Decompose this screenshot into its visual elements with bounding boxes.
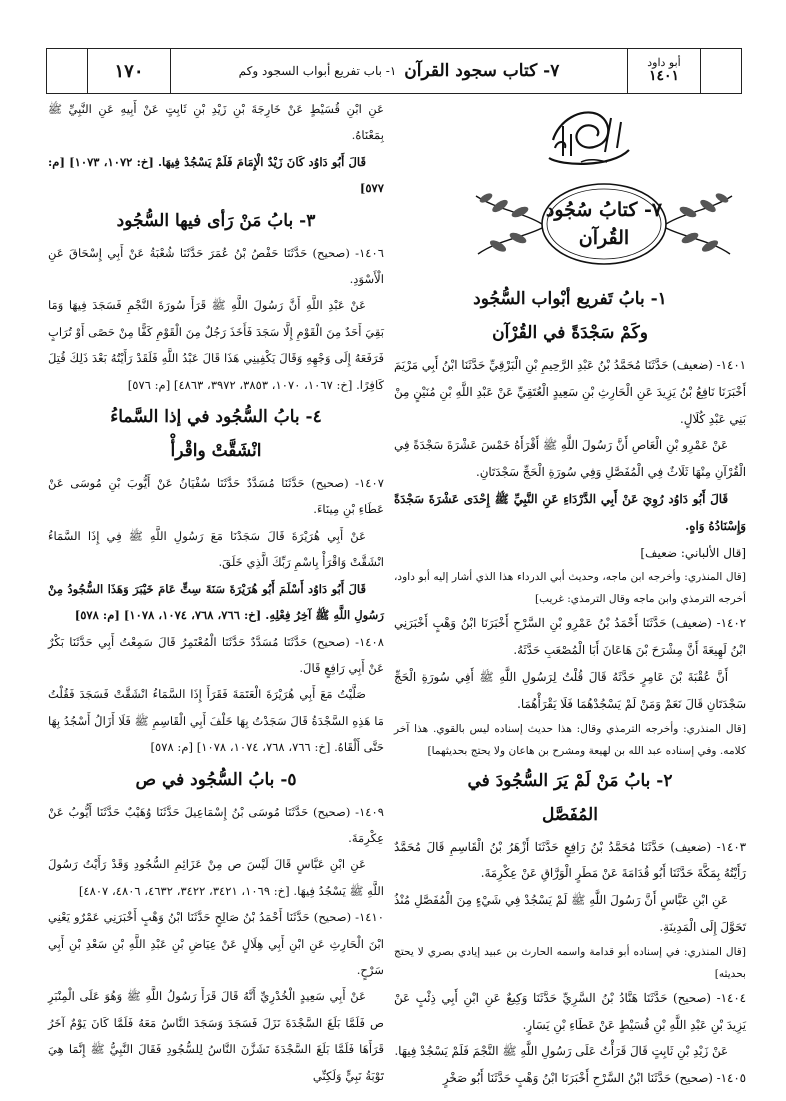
albani-grading: [قال الألباني: ضعيف] [640, 545, 746, 560]
left-column [48, 96, 384, 1093]
hadith-1408: ١٤٠٨- (صحيح) حَدَّثَنَا مُسَدَّدٌ حَدَّثَنَا الْمُعْتَمِرُ قَالَ سَمِعْتُ أَبِي حَدَّثَنَا بَكْرٌ عَنْ أَبِي رَافِعٍ قَالَ. [48, 634, 384, 675]
chapter-reference: ١- باب تفريع أبواب السجود وكم [238, 64, 397, 78]
hadith-1405: ١٤٠٥- (صحيح) حَدَّثَنَا ابْنُ السَّرْحِ أَخْبَرَنَا ابْنُ وَهْبٍ حَدَّثَنَا أَبُو صَخْرٍ [442, 1071, 746, 1086]
hadith-1408-text: صَلَّيْتُ مَعَ أَبِي هُرَيْرَةَ الْعَتَمَةَ فَقَرَأَ إِذَا السَّمَاءُ انْشَقَّتْ فَسَجَدَ فَقُلْتُ مَا هَذِهِ السَّجْدَةُ قَالَ سَجَدْتُ بِهَا خَلْفَ أَبِي الْقَاسِمِ ﷺ فَلَا أَزَالُ أَسْجُدُ بِهَا حَتَّى أَلْقَاهُ. [خ: ٧٦٦، ٧٦٨، ١٠٧٤، ١٠٧٨] [م: ٥٧٨] [48, 687, 384, 755]
chapter-2-title-2: المُفَصَّل [542, 804, 598, 825]
page-header [46, 48, 742, 94]
chapter-2-title-1: ٢- بابُ مَنْ لَمْ يَرَ السُّجُودَ في [467, 770, 673, 791]
hadith-1406: ١٤٠٦- (صحيح) حَدَّثَنَا حَفْصُ بْنُ عُمَرَ حَدَّثَنَا شُعْبَةُ عَنْ أَبِي إِسْحَاقَ عَنِ الْأَسْوَدِ. [48, 245, 384, 287]
hadith-1406-text: عَنْ عَبْدِ اللَّهِ أَنَّ رَسُولَ اللَّهِ ﷺ قَرَأَ سُورَةَ النَّجْمِ فَسَجَدَ فِيهَا وَمَا بَقِيَ أَحَدٌ مِنَ الْقَوْمِ إِلَّا سَجَدَ فَأَخَذَ رَجُلٌ مِنَ الْقَوْمِ كَفًّا مِنْ حَصًى أَوْ تُرَابٍ فَرَفَعَهُ إِلَى وَجْهِهِ وَقَالَ يَكْفِينِي هَذَا قَالَ عَبْدُ اللَّهِ فَلَقَدْ رَأَيْتُهُ بَعْدَ ذَلِكَ قُتِلَ كَافِرًا. [خ: ١٠٦٧، ١٠٧٠، ٣٨٥٣، ٣٩٧٢، ٤٨٦٣] [م: ٥٧٦] [48, 298, 384, 392]
basmala-calligraphy-icon [541, 100, 636, 172]
collection-name: أبو داود [647, 56, 681, 70]
hadith-1402: ١٤٠٢- (ضعيف) حَدَّثَنَا أَحْمَدُ بْنُ عَمْرِو بْنِ السَّرْحِ أَخْبَرَنَا ابْنُ وَهْبٍ أَخْبَرَنِي ابْنُ لَهِيعَةَ أَنَّ مِشْرَحَ بْنَ هَاعَانَ أَبَا الْمُصْعَبِ حَدَّثَهُ. [394, 616, 746, 658]
chapter-4-title-1: ٤- بابُ السُّجُود في إذا السَّماءُ [110, 407, 322, 428]
book-heading-line2: القُرآن [578, 227, 630, 249]
book-heading-line1: ٧- كتابُ سُجُود [545, 199, 663, 221]
header-title-cell [171, 49, 628, 93]
hadith-range: ١٤٠١ [648, 68, 680, 85]
hadith-1401: ١٤٠١- (ضعيف) حَدَّثَنَا مُحَمَّدُ بْنُ عَبْدِ الرَّحِيمِ بْنِ الْبَرْقِيِّ حَدَّثَنَا ابْنُ أَبِي مَرْيَمَ أَخْبَرَنَا نَافِعُ بْنُ يَزِيدَ عَنِ الْحَارِثِ بْنِ سَعِيدٍ الْعُتَقِيِّ عَنْ عَبْدِ اللَّهِ بْنِ مُنَيْنٍ مِنْ بَنِي عَبْدِ كُلَالٍ. [394, 358, 746, 426]
book-heading-ornament [468, 176, 740, 272]
book-title: ٧- كتاب سجود القرآن [404, 61, 560, 81]
hadith-1402-text: أَنَّ عُقْبَةَ بْنَ عَامِرٍ حَدَّثَهُ قَالَ قُلْتُ لِرَسُولِ اللَّهِ ﷺ أَفِي سُورَةِ الْحَجِّ سَجْدَتَانِ قَالَ نَعَمْ وَمَنْ لَمْ يَسْجُدْهُمَا فَلَا يَقْرَأْهُمَا. [394, 669, 746, 711]
hadith-1401-text: عَنْ عَمْرِو بْنِ الْعَاصِ أَنَّ رَسُولَ اللَّهِ ﷺ أَقْرَأَهُ خَمْسَ عَشْرَةَ سَجْدَةً فِي الْقُرْآنِ مِنْهَا ثَلَاثٌ فِي الْمُفَصَّلِ وَفِي سُورَةِ الْحَجِّ سَجْدَتَانِ. [394, 438, 746, 480]
chapter-5-title: ٥- بابُ السُّجُود في ص [135, 769, 297, 790]
hadith-continuation: عَنِ ابْنِ قُسَيْطٍ عَنْ خَارِجَةَ بْنِ زَيْدِ بْنِ ثَابِتٍ عَنْ أَبِيهِ عَنِ النَّبِيِّ ﷺ بِمَعْنَاهُ. [48, 102, 384, 143]
header-empty-cell [701, 49, 741, 93]
abudawud-comment: قَالَ أَبُو دَاوُد كَانَ زَيْدٌ الْإِمَامَ فَلَمْ يَسْجُدْ فِيهَا. [خ: ١٠٧٢، ١٠٧٣] [م: ٥٧٧] [48, 154, 384, 196]
hadith-1401-abudawud: قَالَ أَبُو دَاوُد رُوِيَ عَنْ أَبِي الدَّرْدَاءِ عَنِ النَّبِيِّ ﷺ إِحْدَى عَشْرَةَ سَجْدَةً وَإِسْنَادُهُ وَاهٍ. [394, 491, 746, 533]
right-column [394, 280, 746, 1093]
chapter-3-title: ٣- بابُ مَنْ رَأى فيها السُّجُود [116, 210, 316, 231]
hadith-1409: ١٤٠٩- (صحيح) حَدَّثَنَا مُوسَى بْنُ إِسْمَاعِيلَ حَدَّثَنَا وُهَيْبٌ حَدَّثَنَا أَيُّوبُ عَنْ عِكْرِمَةَ. [48, 804, 384, 845]
hadith-1407: ١٤٠٧- (صحيح) حَدَّثَنَا مُسَدَّدٌ حَدَّثَنَا سُفْيَانُ عَنْ أَيُّوبَ بْنِ مُوسَى عَنْ عَطَاءِ بْنِ مِينَاءَ. [48, 476, 384, 517]
header-empty-cell [47, 49, 88, 93]
mundhiri-note-3: [قال المنذري: في إسناده أبو قدامة واسمه الحارث بن عبيد إيادي بصري لا يحتج بحديثه] [394, 945, 746, 980]
page-number: ١٧٠ [88, 49, 171, 93]
hadith-1404: ١٤٠٤- (صحيح) حَدَّثَنَا هَنَّادُ بْنُ السَّرِيِّ حَدَّثَنَا وَكِيعٌ عَنِ ابْنِ أَبِي ذِئْبٍ عَنْ يَزِيدَ بْنِ عَبْدِ اللَّهِ بْنِ قُسَيْطٍ عَنْ عَطَاءِ بْنِ يَسَارٍ. [394, 990, 746, 1032]
hadith-1407-text: عَنْ أَبِي هُرَيْرَةَ قَالَ سَجَدْنَا مَعَ رَسُولِ اللَّهِ ﷺ فِي إِذَا السَّمَاءُ انْشَقَّتْ وَاقْرَأْ بِاسْمِ رَبِّكَ الَّذِي خَلَقَ. [48, 528, 384, 570]
hadith-1410: ١٤١٠- (صحيح) حَدَّثَنَا أَحْمَدُ بْنُ صَالِحٍ حَدَّثَنَا ابْنُ وَهْبٍ أَخْبَرَنِي عَمْرٌو يَعْنِي ابْنَ الْحَارِثِ عَنِ ابْنِ أَبِي هِلَالٍ عَنْ عِيَاضِ بْنِ عَبْدِ اللَّهِ بْنِ سَعْدِ بْنِ أَبِي سَرْحٍ. [48, 910, 384, 977]
header-collection-cell [628, 49, 701, 93]
hadith-1403-text: عَنِ ابْنِ عَبَّاسٍ أَنَّ رَسُولَ اللَّهِ ﷺ لَمْ يَسْجُدْ فِي شَيْءٍ مِنَ الْمُفَصَّلِ مُنْذُ تَحَوَّلَ إِلَى الْمَدِينَةِ. [394, 893, 746, 934]
mundhiri-note-1: [قال المنذري: وأخرجه ابن ماجه، وحديث أبي الدرداء هذا الذي أشار إليه أبو داود، أخرجه الترمذي وابن ماجه وقال الترمذي: غريب] [394, 571, 746, 606]
chapter-1-title-1: ١- بابُ تَفريع أبْواب السُّجُود [473, 289, 667, 309]
hadith-1403: ١٤٠٣- (ضعيف) حَدَّثَنَا مُحَمَّدُ بْنُ رَافِعٍ حَدَّثَنَا أَزْهَرُ بْنُ الْقَاسِمِ قَالَ مُحَمَّدٌ رَأَيْتُهُ بِمَكَّةَ حَدَّثَنَا أَبُو قُدَامَةَ عَنْ مَطَرٍ الْوَرَّاقِ عَنْ عِكْرِمَةَ. [394, 839, 746, 881]
book-heading [468, 196, 740, 252]
hadith-1404-text: عَنْ زَيْدِ بْنِ ثَابِتٍ قَالَ قَرَأْتُ عَلَى رَسُولِ اللَّهِ ﷺ النَّجْمَ فَلَمْ يَسْجُدْ فِيهَا. [394, 1044, 728, 1059]
chapter-4-title-2: انْشَقَّتْ واقْرأْ [170, 441, 262, 462]
hadith-1410-text: عَنْ أَبِي سَعِيدٍ الْخُدْرِيِّ أَنَّهُ قَالَ قَرَأَ رَسُولُ اللَّهِ ﷺ وَهُوَ عَلَى الْمِنْبَرِ ص فَلَمَّا بَلَغَ السَّجْدَةَ نَزَلَ فَسَجَدَ وَسَجَدَ النَّاسُ مَعَهُ فَلَمَّا كَانَ يَوْمٌ آخَرُ قَرَأَهَا فَلَمَّا بَلَغَ السَّجْدَةَ تَشَزَّنَ النَّاسُ لِلسُّجُودِ فَقَالَ النَّبِيُّ ﷺ إِنَّمَا هِيَ تَوْبَةُ نَبِيٍّ وَلَكِنِّي [48, 989, 384, 1083]
hadith-1409-text: عَنِ ابْنِ عَبَّاسٍ قَالَ لَيْسَ ص مِنْ عَزَائِمِ السُّجُودِ وَقَدْ رَأَيْتُ رَسُولَ اللَّهِ ﷺ يَسْجُدُ فِيهَا. [خ: ١٠٦٩، ٣٤٢١، ٣٤٢٢، ٤٦٣٢، ٤٨٠٦، ٤٨٠٧] [48, 857, 384, 898]
mundhiri-note-2: [قال المنذري: وأخرجه الترمذي وقال: هذا حديث إسناده ليس بالقوي. هذا آخر كلامه. وفي إسناده عبد الله بن لهيعة ومشرح بن هاعان ولا يحتج بحديثهما] [394, 722, 746, 757]
chapter-1-title-2: وكَمْ سَجْدَةً في القُرْآن [492, 323, 648, 343]
hadith-1407-abudawud: قَالَ أَبُو دَاوُد أَسْلَمَ أَبُو هُرَيْرَةَ سَنَةَ سِتٍّ عَامَ خَيْبَرَ وَهَذَا السُّجُودُ مِنْ رَسُولِ اللَّهِ ﷺ آخِرُ فِعْلِهِ. [خ: ٧٦٦، ٧٦٨، ١٠٧٤، ١٠٧٨] [م: ٥٧٨] [48, 581, 384, 623]
